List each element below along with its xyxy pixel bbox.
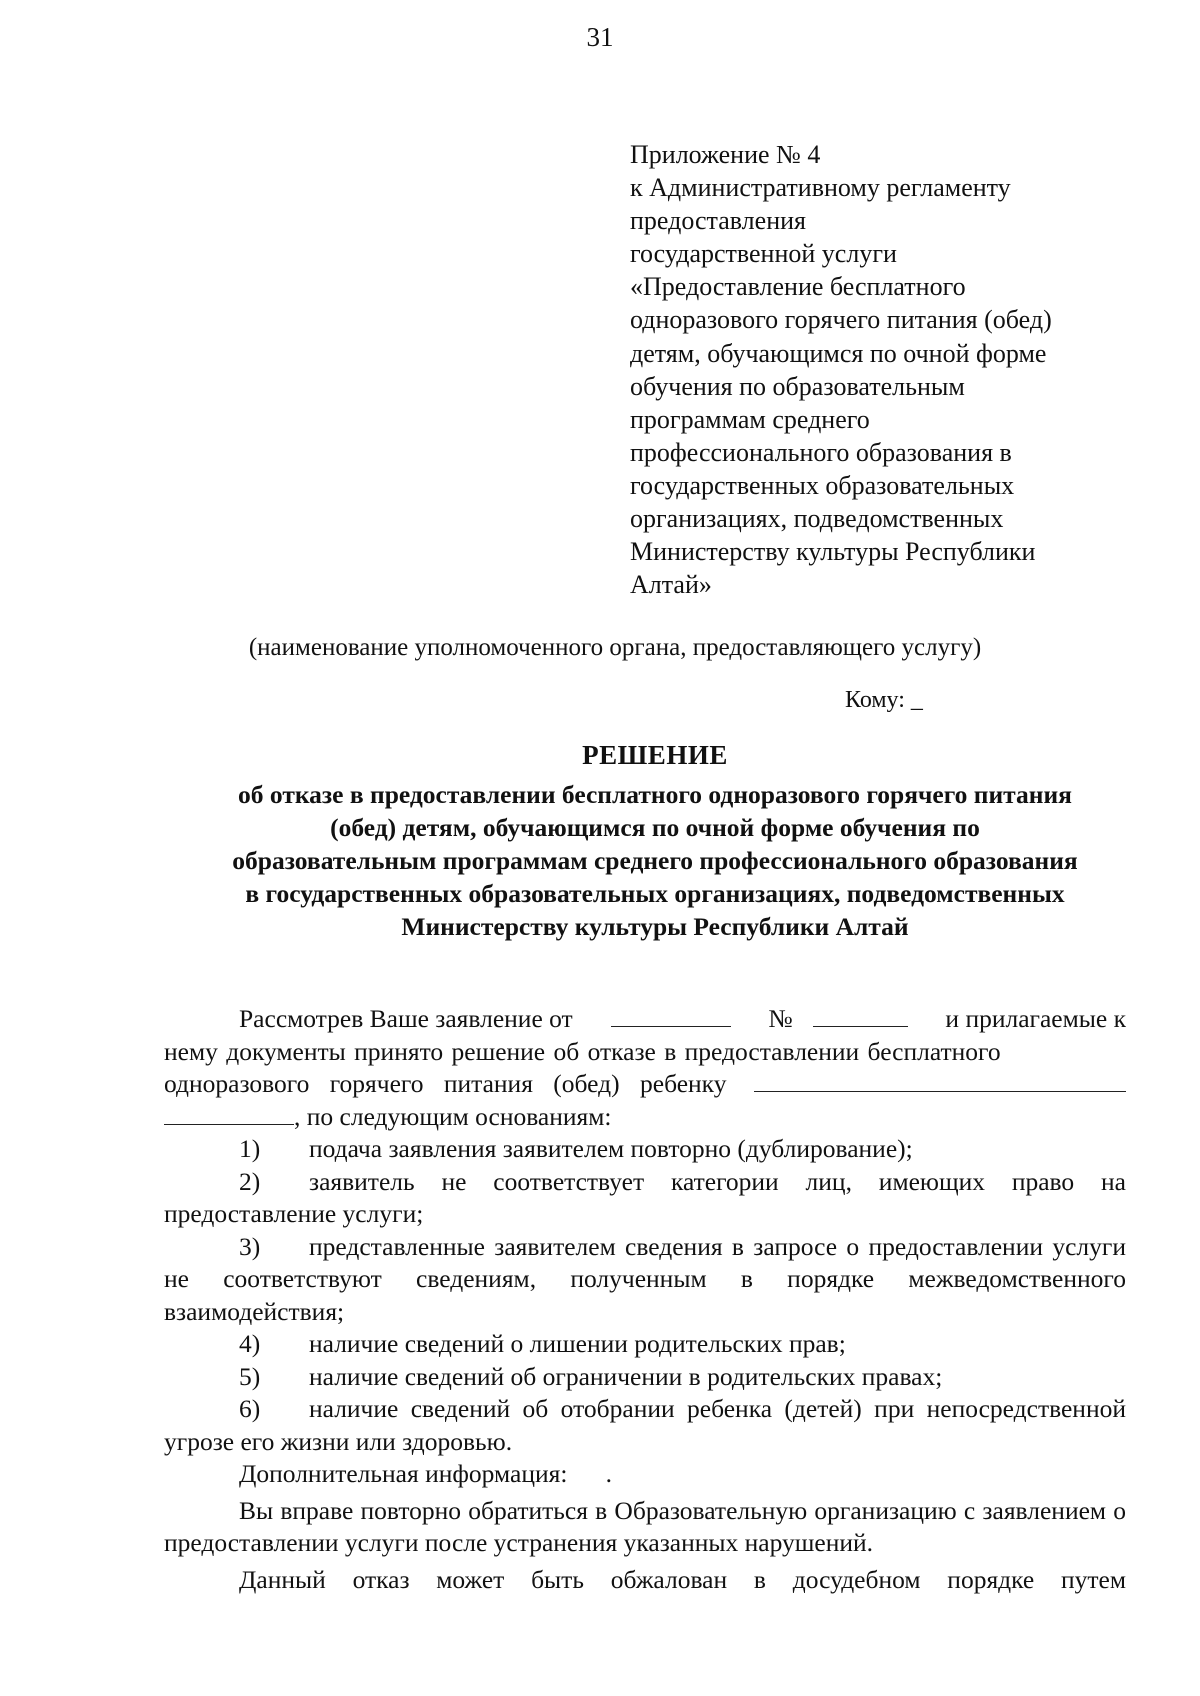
appendix-line: к Административному регламенту xyxy=(630,173,1011,203)
reason-number: 3) xyxy=(239,1231,261,1261)
reason-item xyxy=(164,1166,1126,1231)
decision-title: РЕШЕНИЕ xyxy=(582,740,728,770)
number-blank xyxy=(813,1004,908,1027)
appendix-line: профессионального образования в xyxy=(630,437,1012,467)
appendix-line: «Предоставление бесплатного xyxy=(630,272,966,302)
page-number: 31 xyxy=(586,22,614,52)
reason-text: заявитель не соответствует категории лиц, имеющих право на предоставление услуги; xyxy=(164,1166,1126,1228)
reason-number: 5) xyxy=(239,1361,261,1391)
subtitle-line: образовательным программам среднего профессионального образования xyxy=(232,846,1078,875)
reason-text: наличие сведений об отобрании ребенка (детей) при непосредственной угрозе его жизни или здоровью. xyxy=(164,1394,1126,1456)
appendix-line: Приложение № 4 xyxy=(630,140,821,169)
appendix-line: одноразового горячего питания (обед) xyxy=(630,305,1052,335)
number-sign: № xyxy=(768,1004,793,1033)
additional-info: Дополнительная информация: . xyxy=(239,1459,613,1488)
reason-text: представленные заявителем сведения в запросе о предоставлении услуги не соответствуют сведениям, полученным в порядке межведомственного взаимодействия; xyxy=(164,1231,1126,1326)
intro-line: , по следующим основаниям: xyxy=(294,1101,612,1131)
authority-caption: (наименование уполномоченного органа, предоставляющего услугу) xyxy=(248,634,982,661)
appendix-line: государственной услуги xyxy=(630,239,897,269)
appendix-header xyxy=(630,138,1130,601)
appendix-line: программам среднего xyxy=(630,404,870,434)
reason-number: 2) xyxy=(239,1166,261,1196)
subtitle-line: об отказе в предоставлении бесплатного одноразового горячего питания xyxy=(238,780,1072,809)
reason-number: 1) xyxy=(239,1134,261,1163)
appendix-line: государственных образовательных xyxy=(630,470,1015,500)
intro-text-cont: и прилагаемые к xyxy=(945,1004,1126,1033)
date-blank xyxy=(611,1004,731,1027)
intro-first-line xyxy=(164,1003,1126,1036)
appendix-line: детям, обучающимся по очной форме xyxy=(630,338,1047,368)
reapply-paragraph: Вы вправе повторно обратиться в Образовательную организацию с заявлением о предоставлении услуги после устранения указанных нарушений. xyxy=(164,1495,1126,1557)
reason-number: 6) xyxy=(239,1394,261,1423)
intro-text: Рассмотрев Ваше заявление от xyxy=(239,1004,573,1033)
to-whom-field: Кому: _ xyxy=(845,687,923,713)
intro-third-line xyxy=(164,1068,1126,1101)
intro-fourth-line xyxy=(164,1101,1126,1134)
intro-line: нему документы принято решение об отказе в предоставлении бесплатного xyxy=(164,1036,1001,1066)
appendix-line: Министерству культуры Республики xyxy=(630,537,1036,567)
subtitle-line: в государственных образовательных организациях, подведомственных xyxy=(245,879,1065,908)
child-name-blank xyxy=(754,1069,1126,1092)
reason-item xyxy=(164,1231,1126,1329)
reason-number: 4) xyxy=(239,1329,261,1358)
appendix-line: обучения по образовательным xyxy=(630,371,965,401)
child-name-blank-cont xyxy=(164,1102,294,1125)
reason-item xyxy=(164,1393,1126,1458)
subtitle-line: Министерству культуры Республики Алтай xyxy=(401,912,909,941)
intro-line: одноразового горячего питания (обед) ребенку xyxy=(164,1069,727,1098)
reason-item xyxy=(164,1361,1126,1394)
subtitle-line: (обед) детям, обучающимся по очной форме обучения по xyxy=(330,813,980,842)
appendix-line: Алтай» xyxy=(630,570,712,600)
intro-second-line xyxy=(164,1036,1126,1069)
appeal-paragraph: Данный отказ может быть обжалован в досудебном порядке путем xyxy=(239,1564,1126,1594)
reason-item xyxy=(164,1133,1126,1166)
appendix-line: организациях, подведомственных xyxy=(630,504,1004,534)
reason-text: наличие сведений о лишении родительских прав; xyxy=(309,1329,846,1358)
reason-item xyxy=(164,1328,1126,1361)
decision-body xyxy=(164,1003,1126,1596)
reason-text: подача заявления заявителем повторно (дублирование); xyxy=(309,1134,913,1163)
decision-subtitle xyxy=(170,778,1140,943)
reason-text: наличие сведений об ограничении в родительских правах; xyxy=(309,1361,943,1391)
appendix-line: предоставления xyxy=(630,206,806,236)
